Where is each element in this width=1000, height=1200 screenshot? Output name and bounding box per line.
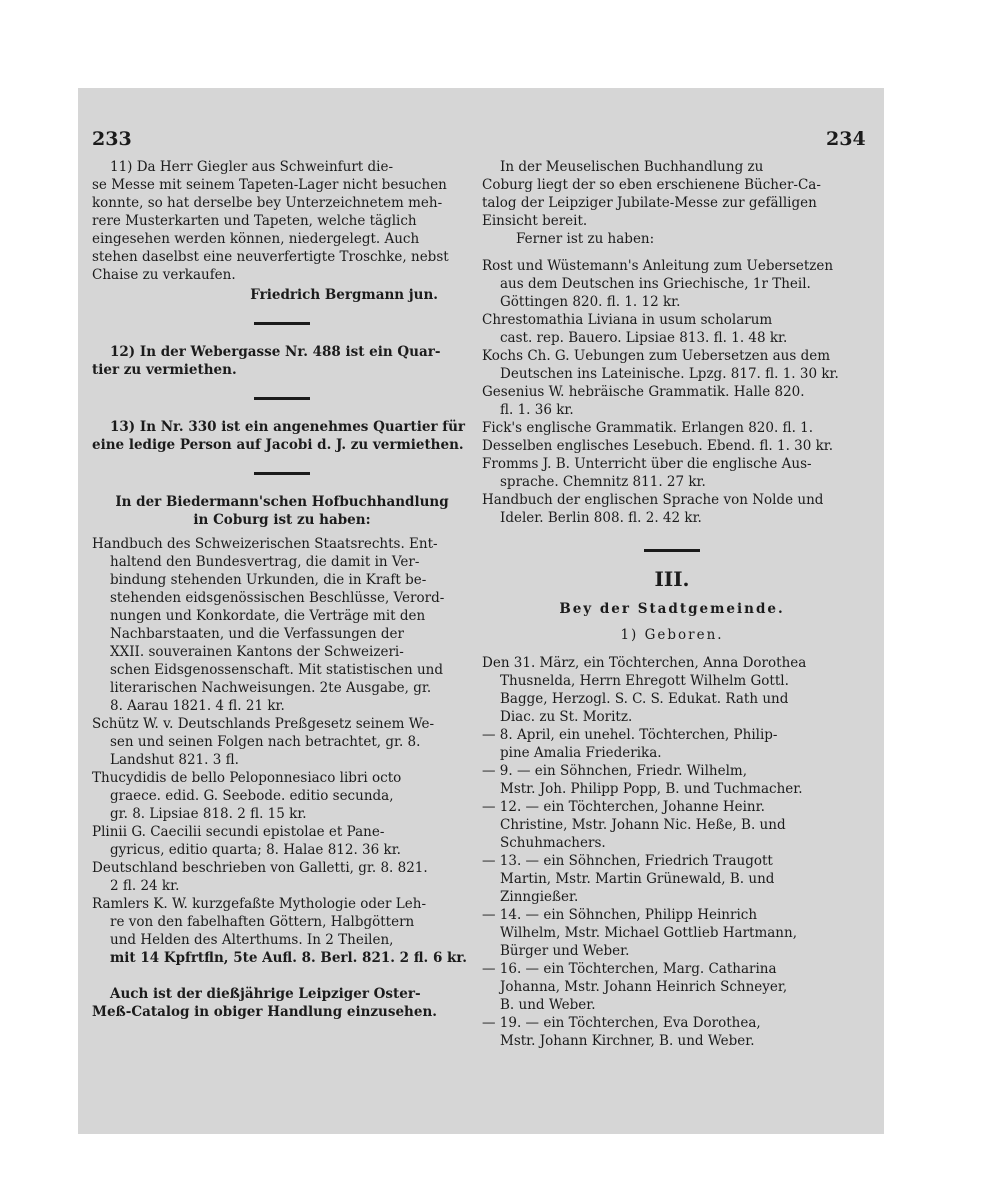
text-line: Wilhelm, Mstr. Michael Gottlieb Hartmann, <box>500 925 797 941</box>
text-line: Deutschland beschrieben von Galletti, gr. 8. 821. <box>92 860 428 876</box>
text-line: 2 fl. 24 kr. <box>110 878 180 894</box>
text-line: — 8. April, ein unehel. Töchterchen, Philip- <box>482 727 778 743</box>
text-line: Nachbarstaaten, und die Verfassungen der <box>110 626 404 642</box>
book-entry <box>92 895 472 967</box>
birth-entry <box>482 762 862 798</box>
text-line: Schütz W. v. Deutschlands Preßgesetz seinem We- <box>92 716 435 732</box>
notice-13 <box>92 418 472 454</box>
text-line: re von den fabelhaften Göttern, Halbgöttern <box>110 914 415 930</box>
subheading: Ferner ist zu haben: <box>516 231 655 247</box>
text-line: cast. rep. Bauero. Lipsiae 813. fl. 1. 48 kr. <box>500 330 788 346</box>
separator-rule <box>254 472 310 475</box>
book-entry <box>92 715 472 769</box>
book-entry <box>482 491 862 527</box>
text-line: Coburg liegt der so eben erschienene Bücher-Ca- <box>482 177 821 193</box>
text-line: Kochs Ch. G. Uebungen zum Uebersetzen aus dem <box>482 348 831 364</box>
text-line: gyricus, editio quarta; 8. Halae 812. 36 kr. <box>110 842 401 858</box>
closing-line: Auch ist der dießjährige Leipziger Oster- <box>110 986 421 1002</box>
text-line: Johanna, Mstr. Johann Heinrich Schneyer, <box>500 979 788 995</box>
separator-rule <box>644 549 700 552</box>
notice-12 <box>92 343 472 379</box>
text-line: Landshut 821. 3 fl. <box>110 752 239 768</box>
birth-entry <box>482 852 862 906</box>
text-line: Göttingen 820. fl. 1. 12 kr. <box>500 294 681 310</box>
left-column <box>92 158 472 1030</box>
text-line: tier zu vermiethen. <box>92 362 237 378</box>
text-line: Gesenius W. hebräische Grammatik. Halle 820. <box>482 384 805 400</box>
text-line: Handbuch der englischen Sprache von Nolde und <box>482 492 824 508</box>
book-entry <box>482 437 862 455</box>
bookshop-heading: in Coburg ist zu haben: <box>193 512 371 528</box>
text-line: Chaise zu verkaufen. <box>92 267 236 283</box>
text-line: Martin, Mstr. Martin Grünewald, B. und <box>500 871 775 887</box>
text-line: sprache. Chemnitz 811. 27 kr. <box>500 474 706 490</box>
text-line: Diac. zu St. Moritz. <box>500 709 633 725</box>
birth-entry <box>482 798 862 852</box>
text-line: nungen und Konkordate, die Verträge mit den <box>110 608 426 624</box>
text-line: aus dem Deutschen ins Griechische, 1r Theil. <box>500 276 811 292</box>
text-line: schen Eidsgenossenschaft. Mit statistischen und <box>110 662 443 678</box>
birth-entry <box>482 906 862 960</box>
text-line: eingesehen werden können, niedergelegt. Auch <box>92 231 420 247</box>
book-entry <box>482 347 862 383</box>
text-line: Fromms J. B. Unterricht über die englische Aus- <box>482 456 812 472</box>
book-entry <box>482 257 862 311</box>
text-line: 13) In Nr. 330 ist ein angenehmes Quartier für <box>110 419 466 435</box>
text-line: rere Musterkarten und Tapeten, welche täglich <box>92 213 417 229</box>
book-entry <box>482 419 862 437</box>
text-line: bindung stehenden Urkunden, die in Kraft be- <box>110 572 427 588</box>
text-line: Handbuch des Schweizerischen Staatsrechts. Ent- <box>92 536 438 552</box>
text-line: — 9. — ein Söhnchen, Friedr. Wilhelm, <box>482 763 748 779</box>
text-line: XXII. souverainen Kantons der Schweizeri- <box>110 644 404 660</box>
birth-entry <box>482 654 862 726</box>
separator-rule <box>254 322 310 325</box>
text-line: Chrestomathia Liviana in usum scholarum <box>482 312 773 328</box>
text-line: — 19. — ein Töchterchen, Eva Dorothea, <box>482 1015 761 1031</box>
text-line: Desselben englisches Lesebuch. Ebend. fl. 1. 30 kr. <box>482 438 834 454</box>
signature: Friedrich Bergmann jun. <box>250 287 438 303</box>
notice-11 <box>92 158 472 304</box>
text-line: Schuhmachers. <box>500 835 606 851</box>
closing-line: Meß-Catalog in obiger Handlung einzusehen. <box>92 1004 437 1020</box>
text-line: Den 31. März, ein Töchterchen, Anna Dorothea <box>482 655 807 671</box>
book-entry <box>92 823 472 859</box>
text-line: Thusnelda, Herrn Ehregott Wilhelm Gottl. <box>500 673 789 689</box>
text-line: stehenden eidsgenössischen Beschlüsse, Verord- <box>110 590 445 606</box>
text-line: Bürger und Weber. <box>500 943 630 959</box>
text-line: und Helden des Alterthums. In 2 Theilen, <box>110 932 394 948</box>
text-line: eine ledige Person auf Jacobi d. J. zu vermiethen. <box>92 437 464 453</box>
text-line: fl. 1. 36 kr. <box>500 402 574 418</box>
text-line: Fick's englische Grammatik. Erlangen 820. fl. 1. <box>482 420 814 436</box>
text-line: Thucydidis de bello Peloponnesiaco libri octo <box>92 770 402 786</box>
text-line: 12) In der Webergasse Nr. 488 ist ein Quar- <box>110 344 441 360</box>
text-line: konnte, so hat derselbe bey Unterzeichnetem meh- <box>92 195 443 211</box>
sub-heading: 1) Geboren. <box>620 627 724 643</box>
text-line: Christine, Mstr. Johann Nic. Heße, B. und <box>500 817 786 833</box>
section-heading: Bey der Stadtgemeinde. <box>559 601 785 617</box>
text-line: — 13. — ein Söhnchen, Friedrich Traugott <box>482 853 773 869</box>
text-line: literarischen Nachweisungen. 2te Ausgabe, gr. <box>110 680 432 696</box>
text-line: — 16. — ein Töchterchen, Marg. Catharina <box>482 961 777 977</box>
book-entry <box>482 383 862 419</box>
separator-rule <box>254 397 310 400</box>
book-entry <box>482 311 862 347</box>
section-numeral: III. <box>654 567 690 591</box>
page-number-left: 233 <box>92 128 132 150</box>
text-line: graece. edid. G. Seebode. editio secunda, <box>110 788 394 804</box>
text-line: Ideler. Berlin 808. fl. 2. 42 kr. <box>500 510 702 526</box>
text-line: sen und seinen Folgen nach betrachtet, gr. 8. <box>110 734 421 750</box>
birth-entry <box>482 1014 862 1050</box>
text-line: — 14. — ein Söhnchen, Philipp Heinrich <box>482 907 758 923</box>
birth-entry <box>482 960 862 1014</box>
right-column <box>482 158 862 1050</box>
text-line: Einsicht bereit. <box>482 213 588 229</box>
text-line: se Messe mit seinem Tapeten-Lager nicht besuchen <box>92 177 447 193</box>
bookshop-heading: In der Biedermann'schen Hofbuchhandlung <box>115 494 449 510</box>
text-line: Mstr. Johann Kirchner, B. und Weber. <box>500 1033 755 1049</box>
text-line: 8. Aarau 1821. 4 fl. 21 kr. <box>110 698 285 714</box>
text-line: B. und Weber. <box>500 997 596 1013</box>
meusel-notice <box>482 158 862 248</box>
text-line: Plinii G. Caecilii secundi epistolae et Pane- <box>92 824 385 840</box>
text-line: Deutschen ins Lateinische. Lpzg. 817. fl. 1. 30 kr. <box>500 366 839 382</box>
book-entry <box>482 455 862 491</box>
text-line: Mstr. Joh. Philipp Popp, B. und Tuchmacher. <box>500 781 803 797</box>
text-line: Ramlers K. W. kurzgefaßte Mythologie oder Leh- <box>92 896 427 912</box>
book-entry <box>92 535 472 715</box>
text-line: Bagge, Herzogl. S. C. S. Edukat. Rath und <box>500 691 789 707</box>
page-number-right: 234 <box>826 128 866 150</box>
book-entry <box>92 769 472 823</box>
text-line: gr. 8. Lipsiae 818. 2 fl. 15 kr. <box>110 806 307 822</box>
text-line: Zinngießer. <box>500 889 579 905</box>
birth-entry <box>482 726 862 762</box>
text-line: In der Meuselischen Buchhandlung zu <box>500 159 764 175</box>
text-line: talog der Leipziger Jubilate-Messe zur gefälligen <box>482 195 817 211</box>
text-line: 11) Da Herr Giegler aus Schweinfurt die- <box>110 159 394 175</box>
bookshop-notice <box>92 493 472 1021</box>
text-line: pine Amalia Friederika. <box>500 745 662 761</box>
text-line: stehen daselbst eine neuverfertigte Troschke, nebst <box>92 249 449 265</box>
text-line: mit 14 Kpfrtfln, 5te Aufl. 8. Berl. 821. 2 fl. 6 kr. <box>110 950 467 966</box>
book-entry <box>92 859 472 895</box>
text-line: haltend den Bundesvertrag, die damit in Ver- <box>110 554 420 570</box>
text-line: — 12. — ein Töchterchen, Johanne Heinr. <box>482 799 765 815</box>
text-line: Rost und Wüstemann's Anleitung zum Uebersetzen <box>482 258 834 274</box>
